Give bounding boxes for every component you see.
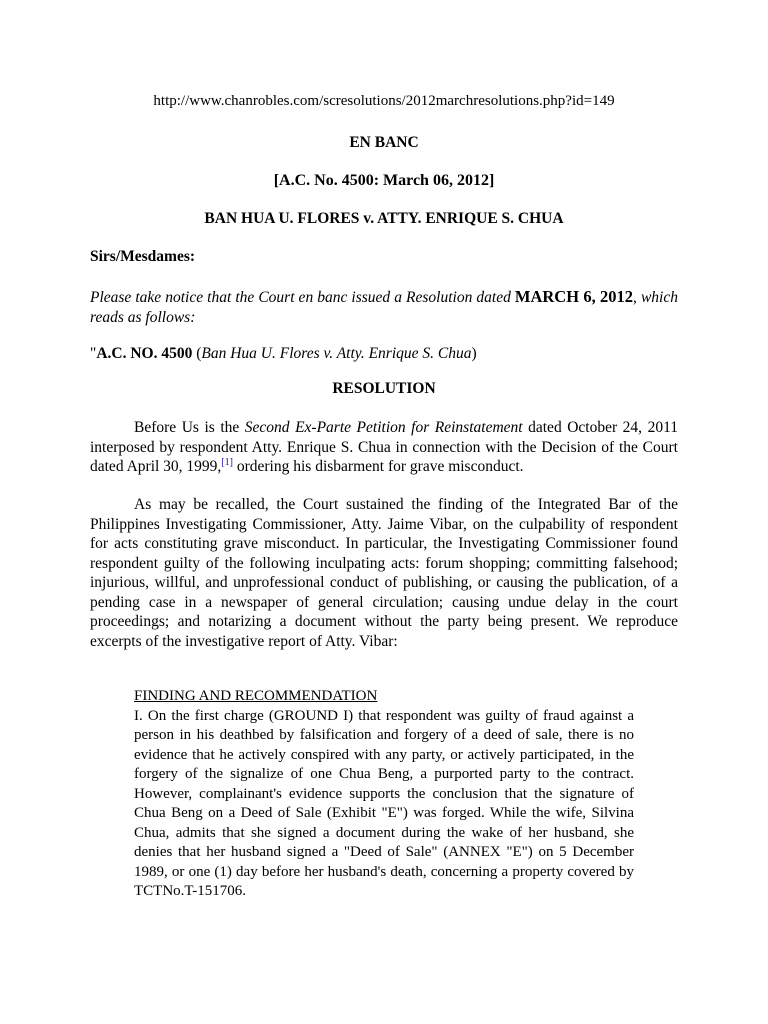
notice-date: MARCH 6, 2012 — [514, 287, 634, 306]
p1-before: Before Us is the — [134, 419, 245, 436]
caption-title: Ban Hua U. Flores v. Atty. Enrique S. Chua — [201, 345, 472, 362]
caption-open-paren: ( — [192, 345, 202, 362]
excerpt-body: I. On the first charge (GROUND I) that respondent was guilty of fraud against a person in his deathbed by falsification and forgery of a deed of sale, there is no evidence that he actively conspired with any party, or actively participated, in the forgery of the signalize of one Chua Beng, a purported party to the contract. However, complainant's evidence supports the conclusion that the signature of Chua Beng on a Deed of Sale (Exhibit "E") was forged. While the wife, Silvina Chua, admits that she signed a document during the wake of her husband, she denies that her husband signed a "Deed of Sale" (ANNEX "E") on 5 December 1989, or one (1) day before her husband's death, concerning a property covered by TCTNo.T-151706. — [134, 707, 634, 899]
division-heading: EN BANC — [349, 134, 419, 151]
salutation: Sirs/Mesdames: — [90, 248, 196, 265]
report-excerpt — [134, 687, 634, 902]
p1-middle: dated October 24, 2011 interposed by respondent Atty. Enrique S. Chua in connection with the Decision of the Court dated April 30, 1999, — [90, 419, 678, 475]
caption-quote: " — [90, 345, 97, 362]
notice-text-before: Please take notice that the Court en banc issued a Resolution dated — [90, 289, 515, 306]
paragraph-2: As may be recalled, the Court sustained the finding of the Integrated Bar of the Philippines Investigating Commissioner, Atty. Jaime Vibar, on the culpability of respondent for acts constituting grave misconduct. In particular, the Investigating Commissioner found respondent guilty of the following inculpating acts: forum shopping; committing falsehood; injurious, willful, and unprofessional conduct of publishing, or causing the publication, of a pending case in a newspaper of general circulation; causing undue delay in the court proceedings; and notarizing a document without the party being present. We reproduce excerpts of the investigative report of Atty. Vibar: — [90, 496, 678, 650]
notice-text-after: , which reads as follows: — [90, 289, 678, 326]
p1-after: ordering his disbarment for grave misconduct. — [232, 458, 524, 475]
footnote-link[interactable]: [1] — [221, 456, 233, 468]
case-parties: BAN HUA U. FLORES v. ATTY. ENRIQUE S. CHUA — [204, 210, 564, 227]
case-number: [A.C. No. 4500: March 06, 2012] — [273, 172, 495, 189]
caption-case-no: A.C. NO. 4500 — [96, 345, 193, 362]
caption-close-paren: ) — [471, 345, 477, 362]
notice-paragraph — [90, 287, 678, 327]
resolution-title: RESOLUTION — [332, 380, 436, 397]
excerpt-heading: FINDING AND RECOMMENDATION — [134, 688, 378, 704]
paragraph-1 — [90, 418, 678, 477]
p1-petition: Second Ex-Parte Petition for Reinstatement — [244, 419, 523, 436]
source-url: http://www.chanrobles.com/scresolutions/2012marchresolutions.php?id=149 — [153, 93, 615, 109]
case-caption — [90, 344, 678, 364]
